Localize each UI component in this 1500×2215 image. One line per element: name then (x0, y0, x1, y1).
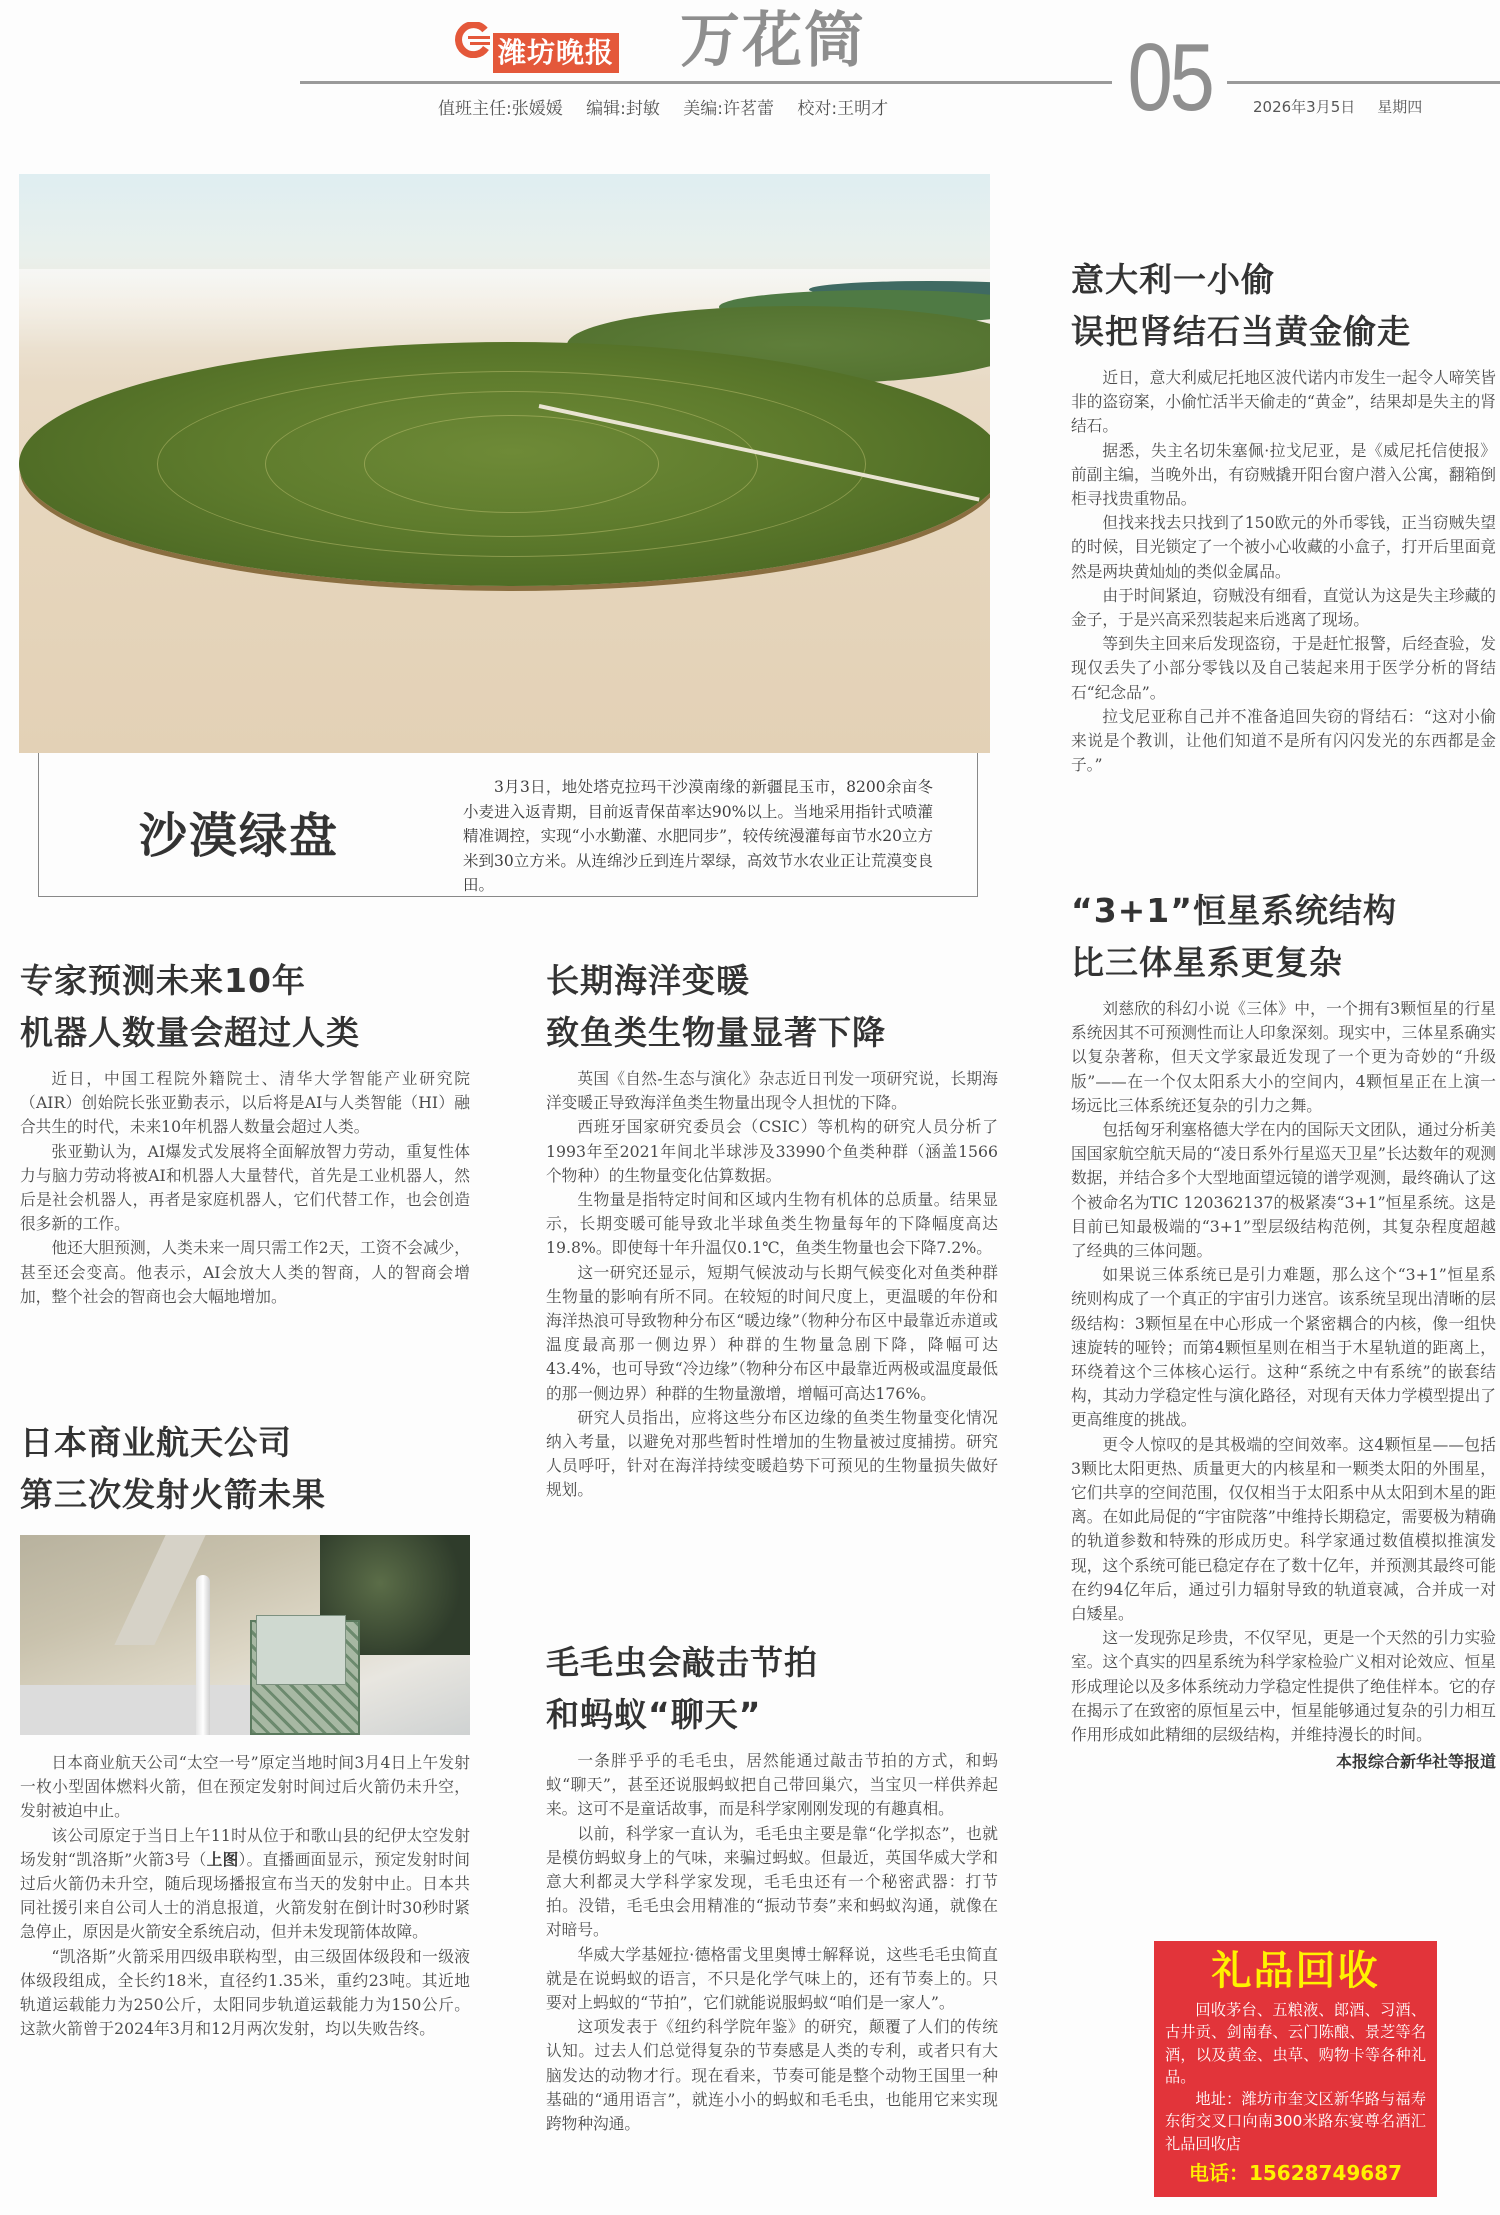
article-body: 一条胖乎乎的毛毛虫，居然能通过敲击节拍的方式，和蚂蚁“聊天”，甚至还说服蚂蚁把自己带回巢穴，当宝贝一样供养起来。这可不是童话故事，而是科学家刚刚发现的有趣真相。 以前，科学家一直认为，毛毛虫主要是靠“化学拟态”，也就是模仿蚂蚁身上的气味，来骗过蚂蚁。但最近，英国华威大学和意大利都灵大学科学家发现，毛毛虫还有一个秘密武器：打节拍。没错，毛毛虫会用精准的“振动节奏”来和蚂蚁沟通，就像在对暗号。 华威大学基娅拉·德格雷戈里奥博士解释说，这些毛毛虫简直就是在说蚂蚁的语言，不只是化学气味上的，还有节奏上的。只要对上蚂蚁的“节拍”，它们就能说服蚂蚁“咱们是一家人”。 这项发表于《纽约科学院年鉴》的研究，颠覆了人们的传统认知。过去人们总觉得复杂的节奏感是人类的专利，或者只有大脑发达的动物才行。现在看来，节奏可能是整个动物王国里一种基础的“通用语言”，就连小小的蚂蚁和毛毛虫，也能用它来实现跨物种沟通。 (546, 1751, 998, 2134)
article-star-system (1071, 885, 1496, 1772)
staff-art-editor: 美编:许茗蕾 (683, 99, 775, 119)
article-body: 近日，意大利威尼托地区波代诺内市发生一起令人啼笑皆非的盗窃案，小偷忙活半天偷走的“黄金”，结果却是失主的肾结石。 据悉，失主名切朱塞佩·拉戈尼亚，是《威尼托信使报》前副主编，当晚外出，有窃贼撬开阳台窗户潜入公寓，翻箱倒柜寻找贵重物品。 但找来找去只找到了150欧元的外币零钱，正当窃贼失望的时候，目光锁定了一个被小心收藏的小盒子，打开后里面竟然是两块黄灿灿的类似金属品。 由于时间紧迫，窃贼没有细看，直觉认为这是失主珍藏的金子，于是兴高采烈装起来后逃离了现场。 等到失主回来后发现盗窃，于是赶忙报警，后经查验，发现仅丢失了小部分零钱以及自己装起来用于医学分析的肾结石“纪念品”。 拉戈尼亚称自己并不准备追回失窃的肾结石：“这对小偷来说是个教训，让他们知道不是所有闪闪发光的东西都是金子。” (1071, 368, 1496, 775)
article-body: 近日，中国工程院外籍院士、清华大学智能产业研究院（AIR）创始院长张亚勤表示，以后将是AI与人类智能（HI）融合共生的时代，未来10年机器人数量会超过人类。 张亚勤认为，AI爆发式发展将全面解放智力劳动，重复性体力与脑力劳动将被AI和机器人大量替代，首先是工业机器人，然后是社会机器人，再者是家庭机器人，它们代替工作，也会创造很多新的工作。 他还大胆预测，人类未来一周只需工作2天，工资不会减少，甚至还会变高。他表示，AI会放大人类的智商，人的智商会增加，整个社会的智商也会大幅地增加。 (20, 1069, 470, 1306)
staff-credits (438, 94, 906, 119)
article-body: 刘慈欣的科幻小说《三体》中，一个拥有3颗恒星的行星系统因其不可预测性而让人印象深刻。现实中，三体星系确实以复杂著称，但天文学家最近发现了一个更为奇妙的“升级版”——在一个仅太阳系大小的空间内，4颗恒星正在上演一场远比三体系统还复杂的引力之舞。 包括匈牙利塞格德大学在内的国际天文团队，通过分析美国国家航空航天局的“凌日系外行星巡天卫星”长达数年的观测数据，并结合多个大型地面望远镜的谱学观测，最终确认了这个被命名为TIC 120362137的极紧凑“3+1”恒星系统。这是目前已知最极端的“3+1”型层级结构范例，其复杂程度超越了经典的三体问题。 如果说三体系统已是引力难题，那么这个“3+1”恒星系统则构成了一个真正的宇宙引力迷宫。该系统呈现出清晰的层级结构：3颗恒星在中心形成一个紧密耦合的内核，像一组快速旋转的哑铃；而第4颗恒星则在相当于木星轨道的距离上，环绕着这个三体核心运行。这种“系统之中有系统”的嵌套结构，其动力学稳定性与演化路径，对现有天体力学模型提出了更高维度的挑战。 更令人惊叹的是其极端的空间效率。这4颗恒星——包括3颗比太阳更热、质量更大的内核星和一颗类太阳的外围星，它们共享的空间范围，仅仅相当于太阳系中从太阳到木星的距离。在如此局促的“宇宙院落”中维持长期稳定，需要极为精确的轨道参数和特殊的形成历史。科学家通过数值模拟推演发现，这个系统可能已稳定存在了数十亿年，并预测其最终可能在约94亿年后，通过引力辐射导致的轨道衰减，合并成一对白矮星。 这一发现弥足珍贵，不仅罕见，更是一个天然的引力实验室。这个真实的四星系统为科学家检验广义相对论效应、恒星形成理论以及多体系统动力学稳定性提供了绝佳样本。它的存在揭示了在致密的原恒星云中，恒星能够通过复杂的引力相互作用形成如此精细的层级结构，并维持漫长的时间。 (1071, 999, 1496, 1745)
paper-name: 潍坊晚报 (493, 33, 619, 73)
article-ocean-warming (546, 955, 998, 1503)
masthead (0, 0, 1500, 130)
section-title: 万花筒 (680, 6, 866, 76)
photo-reference: 上图 (206, 1849, 239, 1869)
staff-editor: 编辑:封敏 (586, 99, 660, 119)
issue-date (1253, 96, 1422, 117)
date: 2026年3月5日 (1253, 98, 1356, 116)
headline: 专家预测未来10年 机器人数量会超过人类 (20, 961, 360, 1052)
header-rule-left (300, 81, 1112, 84)
ad-body (1165, 1999, 1426, 2155)
feature-title: 沙漠绿盘 (139, 808, 340, 864)
desert-field-photo (19, 174, 990, 753)
header-rule-right (1227, 81, 1500, 84)
headline: 毛毛虫会敲击节拍 和蚂蚁“聊天” (546, 1643, 818, 1734)
article-kidney-stone-thief (1071, 254, 1496, 777)
page-number: 05 (1127, 24, 1212, 131)
headline: 日本商业航天公司 第三次发射火箭未果 (20, 1423, 326, 1514)
byline: 本报综合新华社等报道 (1335, 1752, 1496, 1772)
article-body: 英国《自然-生态与演化》杂志近日刊发一项研究说，长期海洋变暖正导致海洋鱼类生物量出现令人担忧的下降。 西班牙国家研究委员会（CSIC）等机构的研究人员分析了1993年至2021年间北半球涉及33990个鱼类种群（涵盖1566个物种）的生物量变化估算数据。 生物量是指特定时间和区域内生物有机体的总质量。结果显示，长期变暖可能导致北半球鱼类生物量每年的下降幅度高达19.8%。即使每十年升温仅0.1℃，鱼类生物量也会下降7.2%。 这一研究还显示，短期气候波动与长期气候变化对鱼类种群生物量的影响有所不同。在较短的时间尺度上，更温暖的年份和海洋热浪可导致物种分布区“暖边缘”（物种分布区中最靠近赤道或温度最高那一侧边界）种群的生物量急剧下降，降幅可达43.4%，也可导致“冷边缘”（物种分布区中最靠近两极或温度最低的那一侧边界）种群的生物量激增，增幅可高达176%。 研究人员指出，应将这些分布区边缘的鱼类生物量变化情况纳入考量，以避免对那些暂时性增加的生物量被过度捕捞。研究人员呼吁，针对在海洋持续变暖趋势下可预见的生物量损失做好规划。 (546, 1069, 998, 1500)
gift-recycling-ad (1154, 1941, 1437, 2197)
staff-proofreader: 校对:王明才 (797, 99, 889, 119)
staff-duty-editor: 值班主任:张媛媛 (438, 99, 563, 119)
paper-logo-icon (455, 22, 491, 58)
rocket-icon (196, 1575, 210, 1735)
rocket-launch-photo (20, 1535, 470, 1735)
ad-title: 礼品回收 (1211, 1948, 1380, 1994)
photo-feature (19, 174, 990, 897)
headline: 意大利一小偷 误把肾结石当黄金偷走 (1071, 260, 1411, 351)
ad-phone: 电话：15628749687 (1188, 2161, 1403, 2186)
article-robots (20, 955, 470, 1309)
ad-address: 地址：潍坊市奎文区新华路与福寿东街交叉口向南300米路东宴尊名酒汇礼品回收店 (1165, 2090, 1426, 2153)
photo-caption-box (38, 753, 978, 897)
headline: 长期海洋变暖 致鱼类生物量显著下降 (546, 961, 886, 1052)
headline: “3+1”恒星系统结构 比三体星系更复杂 (1071, 891, 1397, 982)
feature-caption: 3月3日，地处塔克拉玛干沙漠南缘的新疆昆玉市，8200余亩冬小麦进入返青期，目前返青保苗率达90%以上。当地采用指针式喷灌精准调控，实现“小水勤灌、水肥同步”，较传统漫灌每亩节水20立方米到30立方米。从连绵沙丘到连片翠绿，高效节水农业正让荒漠变良田。 (463, 778, 933, 894)
article-body: 日本商业航天公司“太空一号”原定当地时间3月4日上午发射一枚小型固体燃料火箭，但在预定发射时间过后火箭仍未升空，发射被迫中止。 该公司原定于当日上午11时从位于和歌山县的纪伊太空发射场发射“凯洛斯”火箭3号（上图）。直播画面显示，预定发射时间过后火箭仍未升空，随后现场播报宣布当天的发射中止。日本共同社援引来自公司人士的消息报道，火箭发射在倒计时30秒时紧急停止，原因是火箭安全系统启动，但并未发现箭体故障。 “凯洛斯”火箭采用四级串联构型，由三级固体级段和一级液体级段组成，全长约18米，直径约1.35米，重约23吨。其近地轨道运载能力为250公斤，太阳同步轨道运载能力为150公斤。这款火箭曾于2024年3月和12月两次发射，均以失败告终。 (20, 1753, 470, 2039)
article-space-launch (20, 1417, 470, 2041)
weekday: 星期四 (1377, 98, 1423, 116)
article-caterpillar (546, 1637, 998, 2136)
ad-description: 回收茅台、五粮液、郎酒、习酒、古井贡、剑南春、云门陈酿、景芝等名酒，以及黄金、虫草、购物卡等各种礼品。 (1165, 2001, 1426, 2086)
